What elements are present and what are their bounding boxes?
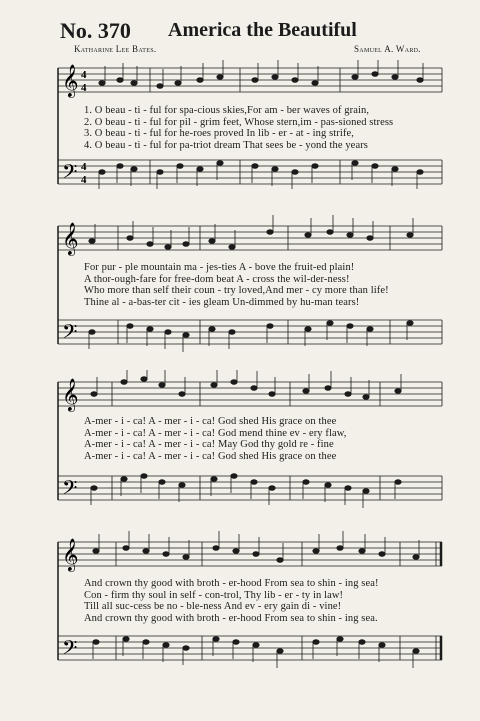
music-system-4 xyxy=(50,530,445,700)
svg-text:4: 4 xyxy=(81,69,87,81)
music-system-1 xyxy=(50,60,445,200)
svg-text:4: 4 xyxy=(81,174,87,186)
lyric-line: And crown thy good with broth - er-hood From sea to shin - ing sea. xyxy=(84,612,378,624)
lyric-line: For pur - ple mountain ma - jes-ties A - bove the fruit-ed plain! xyxy=(84,262,355,273)
svg-text:𝄞: 𝄞 xyxy=(62,538,79,571)
svg-text:4: 4 xyxy=(81,82,87,94)
lyric-line: A-mer - i - ca! A - mer - i - ca! God shed His grace on thee xyxy=(84,450,337,462)
lyrics-block-3 xyxy=(84,416,456,462)
hymn-composer: Samuel A. Ward. xyxy=(354,44,421,54)
hymn-title: America the Beautiful xyxy=(168,19,357,41)
lyric-line: 2. O beau - ti - ful for pil - grim feet, Whose stern,im - pas-sioned stress xyxy=(84,116,394,128)
svg-text:𝄞: 𝄞 xyxy=(62,378,79,411)
lyric-line: And crown thy good with broth - er-hood From sea to shin - ing sea! xyxy=(84,578,379,589)
lyric-line: Till all suc-cess be no - ble-ness And ev - ery gain di - vine! xyxy=(84,601,342,612)
hymn-number: No. 370 xyxy=(60,18,131,43)
svg-text:𝄢: 𝄢 xyxy=(62,476,78,504)
svg-text:4: 4 xyxy=(81,161,87,173)
lyric-line: A-mer - i - ca! A - mer - i - ca! May God thy gold re - fine xyxy=(84,439,334,450)
lyrics-block-1 xyxy=(84,105,456,151)
lyric-line: 3. O beau - ti - ful for he-roes proved In lib - er - at - ing strife, xyxy=(84,128,354,139)
lyric-line: A thor-ough-fare for free-dom beat A - cross the wil-der-ness! xyxy=(84,273,350,285)
hymn-header xyxy=(0,0,480,60)
music-system-2 xyxy=(50,212,445,362)
lyric-line: 4. O beau - ti - ful for pa-triot dream That sees be - yond the years xyxy=(84,139,368,151)
svg-text:𝄢: 𝄢 xyxy=(62,320,78,348)
hymn-author: Katharine Lee Bates. xyxy=(74,44,157,54)
svg-text:𝄢: 𝄢 xyxy=(62,636,78,664)
lyric-line: A-mer - i - ca! A - mer - i - ca! God shed His grace on thee xyxy=(84,416,337,427)
svg-text:𝄞: 𝄞 xyxy=(62,64,79,97)
lyric-line: 1. O beau - ti - ful for spa-cious skies,For am - ber waves of grain, xyxy=(84,105,370,116)
lyric-line: Con - firm thy soul in self - con-trol, Thy lib - er - ty in law! xyxy=(84,589,344,601)
lyric-line: Thine al - a-bas-ter cit - ies gleam Un-dimmed by hu-man tears! xyxy=(84,296,360,308)
lyrics-block-4 xyxy=(84,578,456,624)
lyric-line: Who more than self their coun - try loved,And mer - cy more than life! xyxy=(84,285,389,296)
lyrics-block-2 xyxy=(84,262,456,308)
svg-text:𝄢: 𝄢 xyxy=(62,160,78,188)
music-system-3 xyxy=(50,370,445,520)
lyric-line: A-mer - i - ca! A - mer - i - ca! God mend thine ev - ery flaw, xyxy=(84,427,347,439)
svg-text:𝄞: 𝄞 xyxy=(62,222,79,255)
